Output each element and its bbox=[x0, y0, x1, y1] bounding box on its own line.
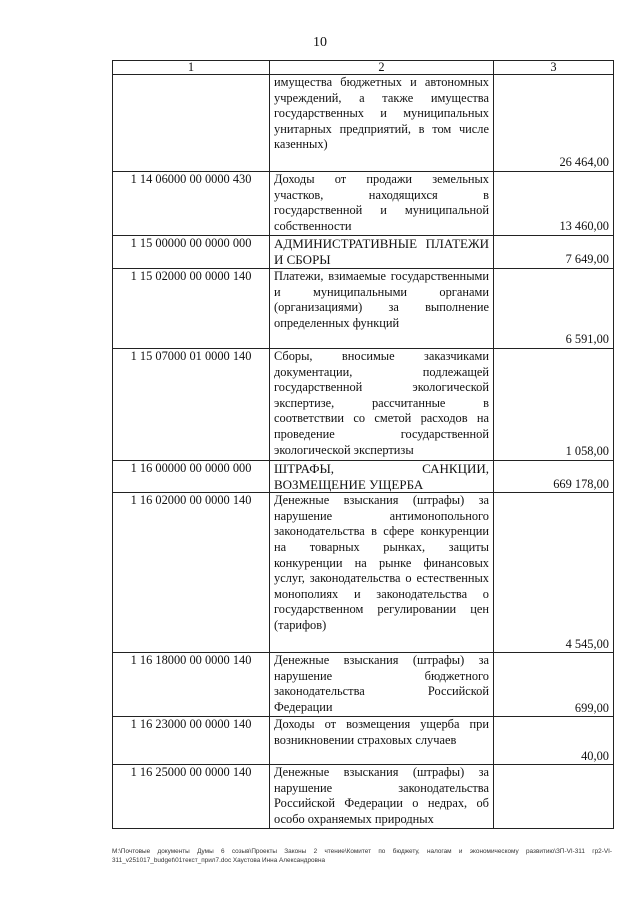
table-row bbox=[113, 75, 614, 172]
description-cell: ШТРАФЫ, САНКЦИИ, ВОЗМЕЩЕНИЕ УЩЕРБА bbox=[270, 461, 494, 493]
amount-cell: 40,00 bbox=[494, 717, 614, 765]
description-cell: имущества бюджетных и автономных учреждений, а также имущества государственных и муниципальных унитарных предприятий, в том числе казенных) bbox=[270, 75, 494, 172]
table-row bbox=[113, 269, 614, 349]
table-row bbox=[113, 461, 614, 493]
description-cell: Доходы от продажи земельных участков, находящихся в государственной и муниципальной собственности bbox=[270, 172, 494, 236]
amount-cell: 1 058,00 bbox=[494, 349, 614, 461]
budget-code-cell: 1 16 23000 00 0000 140 bbox=[113, 717, 270, 765]
table-row bbox=[113, 653, 614, 717]
amount-cell: 7 649,00 bbox=[494, 236, 614, 269]
table-row bbox=[113, 493, 614, 653]
budget-code-cell: 1 16 02000 00 0000 140 bbox=[113, 493, 270, 653]
amount-cell: 4 545,00 bbox=[494, 493, 614, 653]
column-header-amount: 3 bbox=[494, 61, 614, 75]
document-file-path-footer: M:\Почтовые документы Думы 6 созыв\Проекты Законы 2 чтение\Комитет по бюджету, налогам и экономическому развитию\ЗП-VI-311 гр2-VI-311_v251017_budget\01текст_прил7.doc Хаустова Инна Александровна bbox=[112, 848, 612, 864]
table-header-row bbox=[113, 61, 614, 75]
table-row bbox=[113, 236, 614, 269]
description-cell: Сборы, вносимые заказчиками документации, подлежащей государственной экологической экспертизе, рассчитанные в соответствии со сметой расходов на проведение государственной экологической экспертизы bbox=[270, 349, 494, 461]
description-cell: Денежные взыскания (штрафы) за нарушение бюджетного законодательства Российской Федерации bbox=[270, 653, 494, 717]
description-cell: Платежи, взимаемые государственными и муниципальными органами (организациями) за выполнение определенных функций bbox=[270, 269, 494, 349]
column-header-description: 2 bbox=[270, 61, 494, 75]
page-number: 10 bbox=[313, 35, 327, 50]
amount-cell bbox=[494, 765, 614, 829]
description-cell: Денежные взыскания (штрафы) за нарушение законодательства Российской Федерации о недрах, об особо охраняемых природных bbox=[270, 765, 494, 829]
description-cell: Денежные взыскания (штрафы) за нарушение антимонопольного законодательства в сфере конкуренции на товарных рынках, защиты конкуренции на рынке финансовых услуг, законодательства о естественных монополиях и законодательства о государственном регулировании цен (тарифов) bbox=[270, 493, 494, 653]
description-cell: АДМИНИСТРАТИВНЫЕ ПЛАТЕЖИ И СБОРЫ bbox=[270, 236, 494, 269]
amount-cell: 13 460,00 bbox=[494, 172, 614, 236]
amount-cell: 6 591,00 bbox=[494, 269, 614, 349]
budget-code-cell bbox=[113, 75, 270, 172]
budget-code-cell: 1 16 00000 00 0000 000 bbox=[113, 461, 270, 493]
amount-cell: 699,00 bbox=[494, 653, 614, 717]
table-row bbox=[113, 765, 614, 829]
budget-code-cell: 1 14 06000 00 0000 430 bbox=[113, 172, 270, 236]
budget-code-cell: 1 16 25000 00 0000 140 bbox=[113, 765, 270, 829]
budget-revenue-table bbox=[112, 60, 614, 829]
table-row bbox=[113, 717, 614, 765]
budget-code-cell: 1 15 00000 00 0000 000 bbox=[113, 236, 270, 269]
description-cell: Доходы от возмещения ущерба при возникновении страховых случаев bbox=[270, 717, 494, 765]
table-row bbox=[113, 172, 614, 236]
amount-cell: 669 178,00 bbox=[494, 461, 614, 493]
amount-cell: 26 464,00 bbox=[494, 75, 614, 172]
table-row bbox=[113, 349, 614, 461]
budget-code-cell: 1 15 02000 00 0000 140 bbox=[113, 269, 270, 349]
column-header-code: 1 bbox=[113, 61, 270, 75]
budget-code-cell: 1 16 18000 00 0000 140 bbox=[113, 653, 270, 717]
budget-code-cell: 1 15 07000 01 0000 140 bbox=[113, 349, 270, 461]
